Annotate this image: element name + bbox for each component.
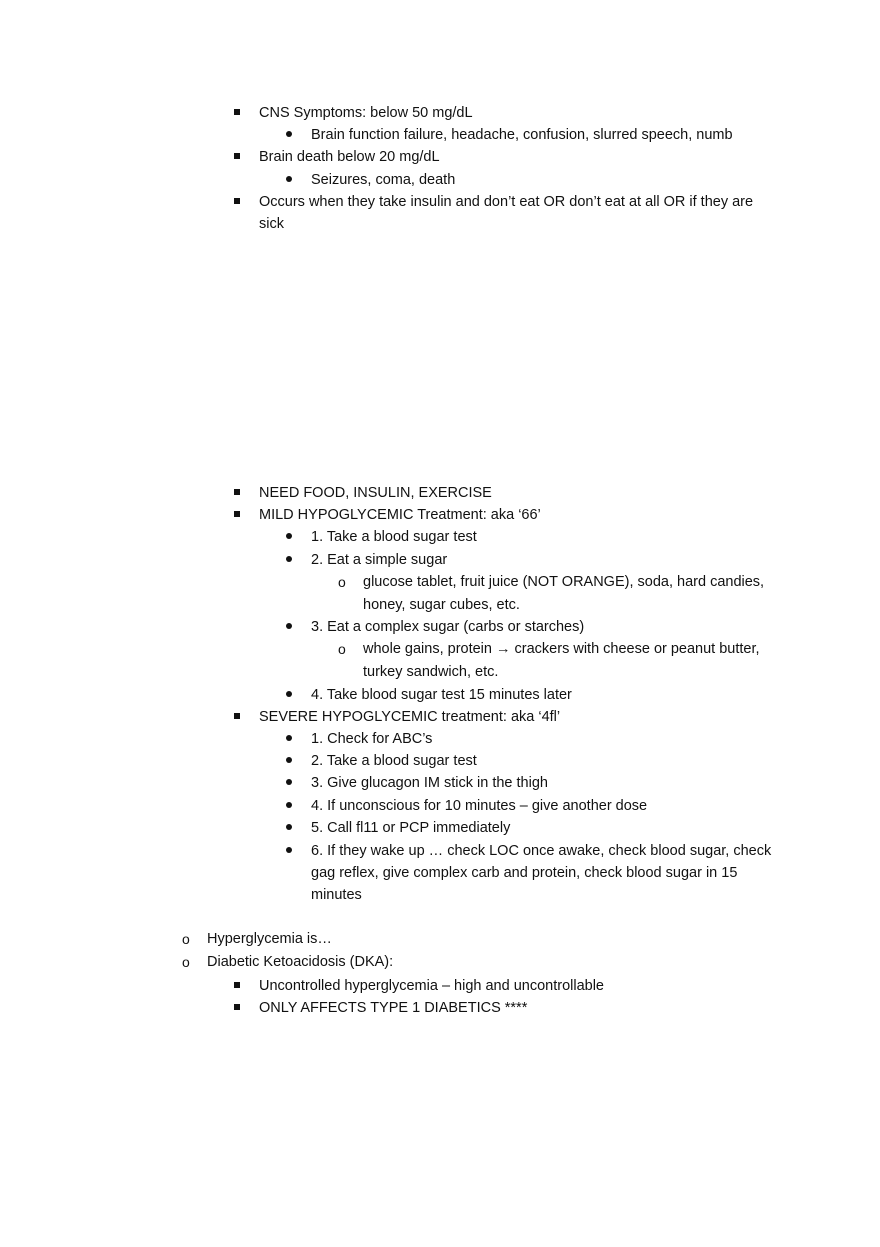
list-item-text: 2. Eat a simple sugar bbox=[311, 552, 448, 568]
list-item-text: honey, sugar cubes, etc. bbox=[363, 597, 520, 613]
list-item-text: Uncontrolled hyperglycemia – high and uncontrollable bbox=[259, 978, 604, 994]
circle-bullet-icon: o bbox=[338, 641, 346, 657]
list-item-text: CNS Symptoms: below 50 mg/dL bbox=[259, 105, 473, 121]
list-item-text: 6. If they wake up … check LOC once awake, check blood sugar, check bbox=[311, 843, 772, 859]
list-item-text: gag reflex, give complex carb and protein, check blood sugar in 15 bbox=[311, 865, 738, 881]
list-item-text: SEVERE HYPOGLYCEMIC treatment: aka ‘4fl’ bbox=[259, 709, 561, 725]
round-bullet-icon bbox=[286, 550, 292, 570]
round-bullet-icon bbox=[286, 125, 292, 145]
list-item-text: sick bbox=[259, 216, 284, 232]
list-item-text: 4. Take blood sugar test 15 minutes later bbox=[311, 687, 572, 703]
list-item-text: Diabetic Ketoacidosis (DKA): bbox=[207, 954, 394, 970]
square-bullet-icon bbox=[234, 192, 240, 212]
round-bullet-icon bbox=[286, 751, 292, 771]
square-bullet-icon bbox=[234, 483, 240, 503]
list-item-text: 3. Give glucagon IM stick in the thigh bbox=[311, 775, 548, 791]
square-bullet-icon bbox=[234, 707, 240, 727]
list-item-text: Brain function failure, headache, confusion, slurred speech, numb bbox=[311, 127, 733, 143]
list-item-text: ONLY AFFECTS TYPE 1 DIABETICS **** bbox=[259, 1000, 528, 1016]
round-bullet-icon bbox=[286, 796, 292, 816]
list-item-text: Occurs when they take insulin and don’t eat OR don’t eat at all OR if they are bbox=[259, 194, 754, 210]
circle-bullet-icon: o bbox=[338, 574, 346, 590]
circle-bullet-icon: o bbox=[182, 931, 190, 947]
square-bullet-icon bbox=[234, 998, 240, 1018]
round-bullet-icon bbox=[286, 685, 292, 705]
list-item-text: glucose tablet, fruit juice (NOT ORANGE), soda, hard candies, bbox=[363, 574, 765, 590]
list-item-text: 1. Check for ABC’s bbox=[311, 731, 433, 747]
round-bullet-icon bbox=[286, 818, 292, 838]
round-bullet-icon bbox=[286, 841, 292, 861]
square-bullet-icon bbox=[234, 147, 240, 167]
square-bullet-icon bbox=[234, 976, 240, 996]
list-item-text: 3. Eat a complex sugar (carbs or starches) bbox=[311, 619, 585, 635]
list-item-text: whole gains, protein → crackers with cheese or peanut butter, bbox=[363, 641, 760, 657]
list-item-text: 2. Take a blood sugar test bbox=[311, 753, 477, 769]
list-item-text: minutes bbox=[311, 887, 362, 903]
list-item-text: 1. Take a blood sugar test bbox=[311, 529, 477, 545]
list-item-text: Brain death below 20 mg/dL bbox=[259, 149, 440, 165]
round-bullet-icon bbox=[286, 527, 292, 547]
round-bullet-icon bbox=[286, 729, 292, 749]
square-bullet-icon bbox=[234, 505, 240, 525]
circle-bullet-icon: o bbox=[182, 954, 190, 970]
square-bullet-icon bbox=[234, 103, 240, 123]
round-bullet-icon bbox=[286, 773, 292, 793]
list-item-text: MILD HYPOGLYCEMIC Treatment: aka ‘66’ bbox=[259, 507, 541, 523]
list-item-text: turkey sandwich, etc. bbox=[363, 664, 499, 680]
list-item-text: 5. Call fl11 or PCP immediately bbox=[311, 820, 511, 836]
list-item-text: 4. If unconscious for 10 minutes – give another dose bbox=[311, 798, 648, 814]
round-bullet-icon bbox=[286, 617, 292, 637]
list-item-text: Hyperglycemia is… bbox=[207, 931, 332, 947]
list-item-text: NEED FOOD, INSULIN, EXERCISE bbox=[259, 485, 492, 501]
round-bullet-icon bbox=[286, 170, 292, 190]
list-item-text: Seizures, coma, death bbox=[311, 172, 456, 188]
